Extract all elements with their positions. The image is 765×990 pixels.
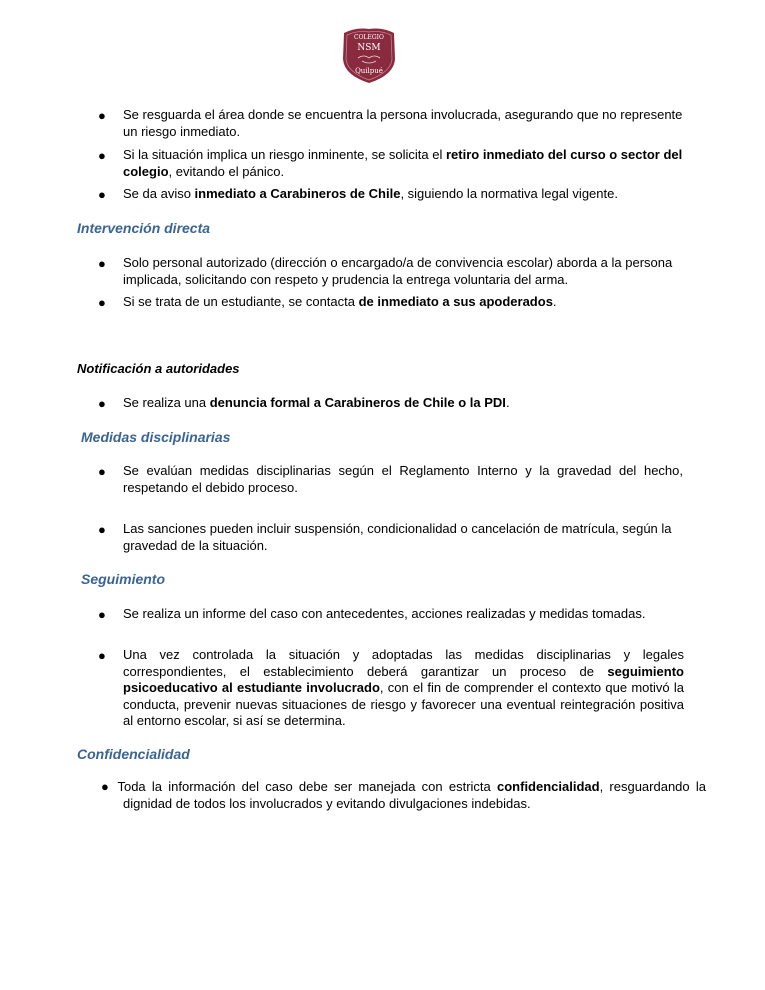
list-item: Se realiza un informe del caso con antecedentes, acciones realizadas y medidas tomadas. [123,606,646,621]
list-item: Se resguarda el área donde se encuentra la persona involucrada, asegurando que no represente un riesgo inmediato. [123,107,683,139]
bullet-marker: ● [98,187,106,202]
svg-text:NSM: NSM [357,43,381,53]
list-item: ● Toda la información del caso debe ser manejada con estricta confidencialidad, resguardando la dignidad de todos los involucrados y evitando divulgaciones indebidas. [101,779,706,811]
svg-text:COLEGIO: COLEGIO [354,34,384,41]
section-heading-seguimiento: Seguimiento [81,571,166,587]
section-heading-confidencialidad: Confidencialidad [77,746,190,762]
bullet-marker: ● [101,779,112,794]
section-heading-medidas: Medidas disciplinarias [81,429,231,445]
svg-text:Quilpué: Quilpué [355,67,383,75]
list-item: Las sanciones pueden incluir suspensión, condicionalidad o cancelación de matrícula, según la gravedad de la situación. [123,521,672,553]
list-item: Se realiza una denuncia formal a Carabineros de Chile o la PDI. [123,395,510,410]
section-heading-notificacion: Notificación a autoridades [77,361,240,376]
list-item: Si la situación implica un riesgo inminente, se solicita el retiro inmediato del curso o sector del colegio, evitando el pánico. [123,147,683,179]
bullet-marker: ● [98,148,106,163]
bullet-marker: ● [98,295,106,310]
list-item: Se evalúan medidas disciplinarias según el Reglamento Interno y la gravedad del hecho, respetando el debido proceso. [123,463,683,495]
bullet-marker: ● [98,522,106,537]
bullet-marker: ● [98,607,106,622]
school-crest-logo [340,25,398,85]
list-item: Solo personal autorizado (dirección o encargado/a de convivencia escolar) aborda a la persona implicada, solicitando con respeto y prudencia la entrega voluntaria del arma. [123,255,673,287]
section-heading-intervencion: Intervención directa [77,220,211,236]
bullet-marker: ● [98,648,106,663]
bullet-marker: ● [98,464,106,479]
list-item: Una vez controlada la situación y adoptadas las medidas disciplinarias y legales correspondientes, el establecimiento deberá garantizar un proceso de seguimiento psicoeducativo al estudiante involucrado, con el fin de comprender el contexto que motivó la conducta, prevenir nuevas situaciones de riesgo y favorecer una eventual reintegración positiva al entorno escolar, si así se determina. [123,647,684,728]
bullet-marker: ● [98,396,106,411]
bullet-marker: ● [98,256,106,271]
list-item: Si se trata de un estudiante, se contacta de inmediato a sus apoderados. [123,294,557,309]
bullet-marker: ● [98,108,106,123]
list-item: Se da aviso inmediato a Carabineros de Chile, siguiendo la normativa legal vigente. [123,186,618,201]
